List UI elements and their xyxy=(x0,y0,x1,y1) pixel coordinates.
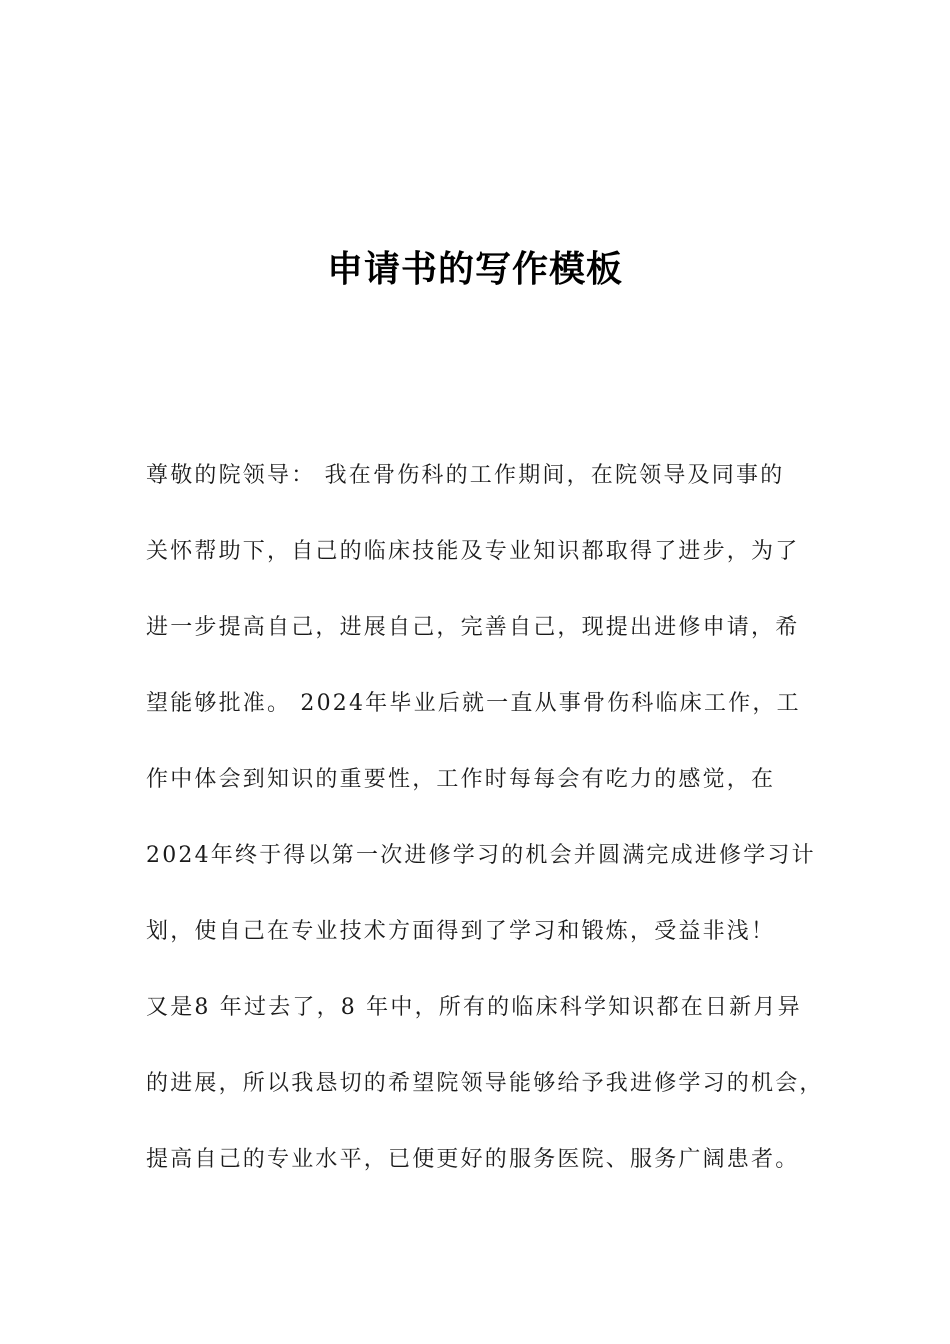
body-line: 进一步提高自己，进展自己，完善自己，现提出进修申请，希 xyxy=(146,615,800,640)
document-title: 申请书的写作模板 xyxy=(326,249,623,291)
body-line: 又是8 年过去了，8 年中，所有的临床科学知识都在日新月异 xyxy=(146,995,802,1020)
body-line: 划，使自己在专业技术方面得到了学习和锻炼，受益非浅！ xyxy=(146,919,776,944)
body-line: 关怀帮助下，自己的临床技能及专业知识都取得了进步，为了 xyxy=(146,539,800,564)
body-line: 2024年终于得以第一次进修学习的机会并圆满完成进修学习计 xyxy=(146,843,816,868)
document-body xyxy=(146,452,836,1212)
body-line: 尊敬的院领导： 我在骨伤科的工作期间，在院领导及同事的 xyxy=(146,463,785,488)
body-line: 望能够批准。 2024年毕业后就一直从事骨伤科临床工作，工 xyxy=(146,691,801,716)
body-line: 提高自己的专业水平，已便更好的服务医院、服务广阔患者。 xyxy=(146,1147,800,1172)
body-line: 作中体会到知识的重要性，工作时每每会有吃力的感觉，在 xyxy=(146,767,776,792)
body-line: 的进展，所以我恳切的希望院领导能够给予我进修学习的机会， xyxy=(146,1071,824,1096)
